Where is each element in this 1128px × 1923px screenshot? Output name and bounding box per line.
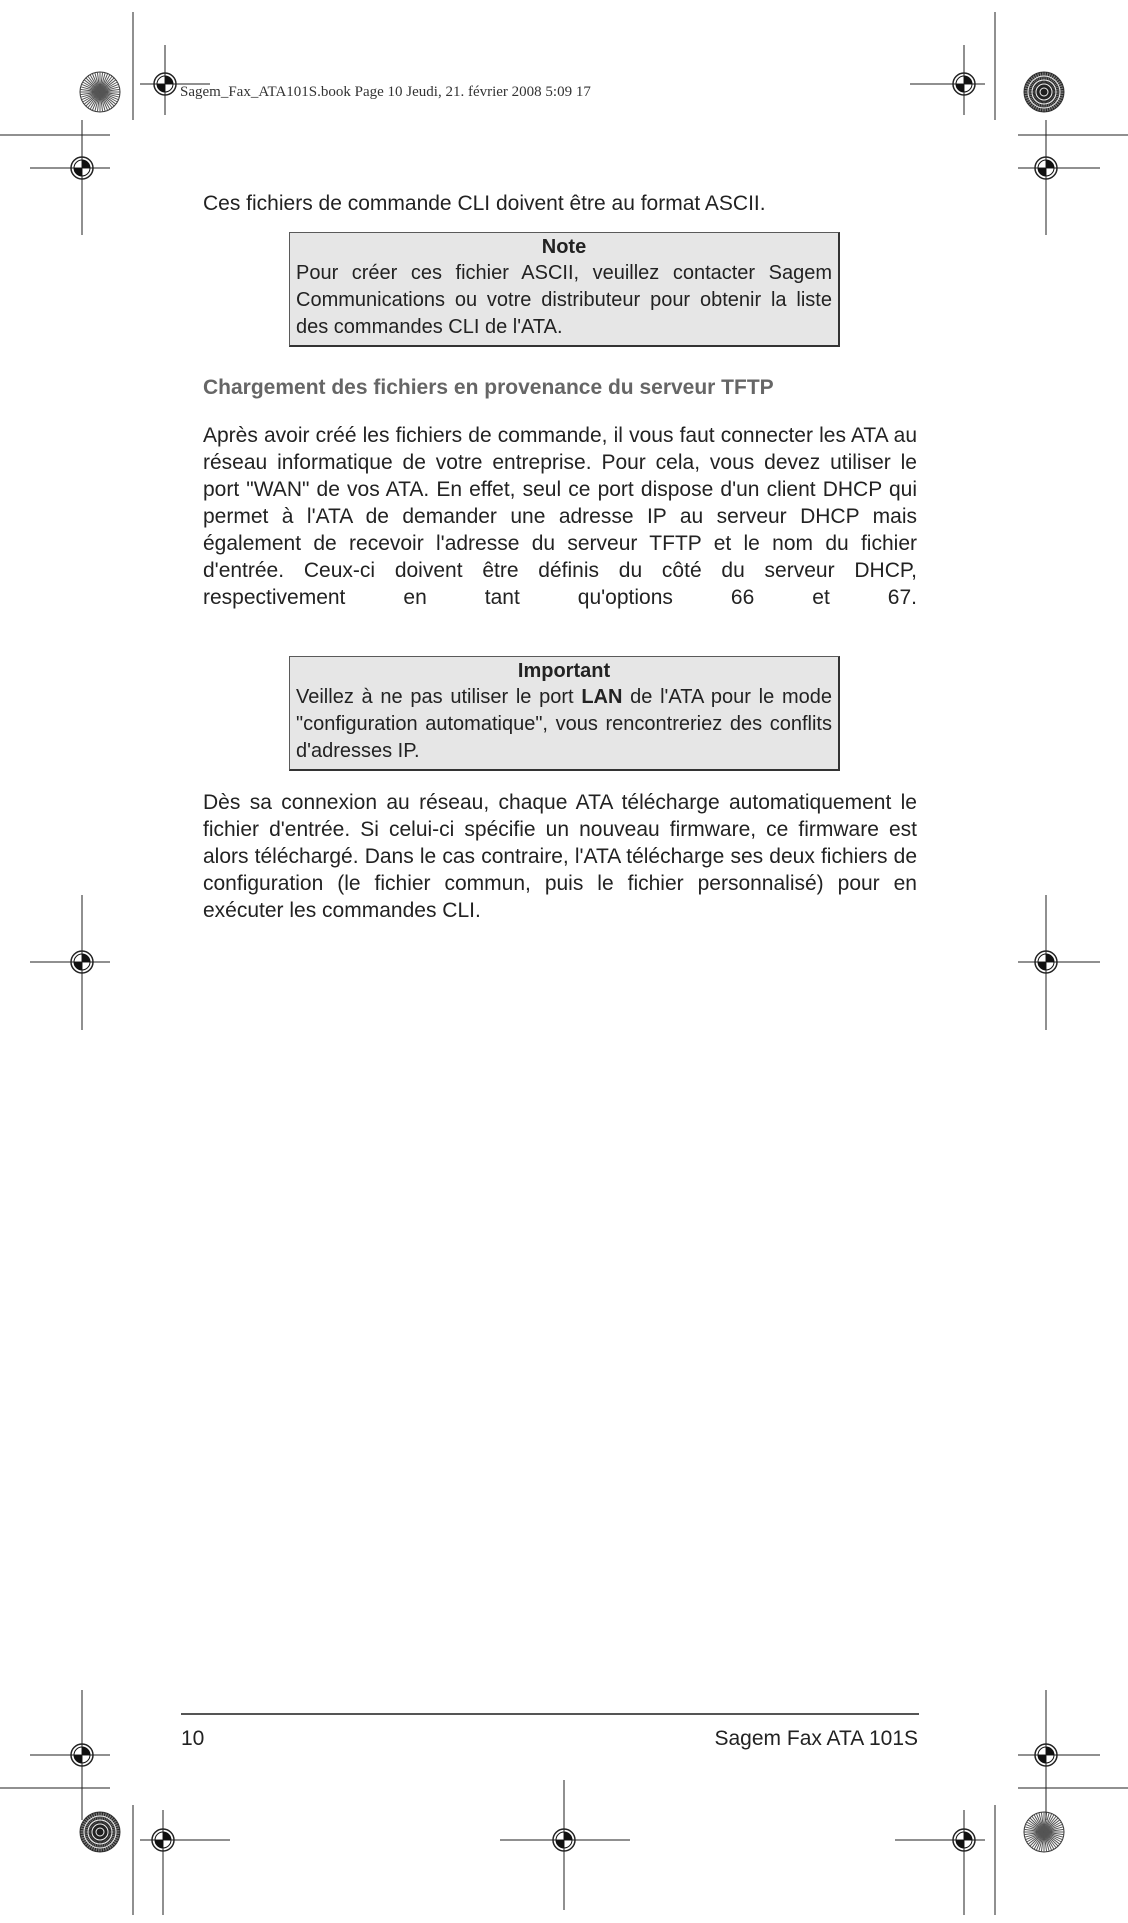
crosshair-mark (500, 1780, 630, 1910)
download-paragraph: Dès sa connexion au réseau, chaque ATA télécharge automatiquement le fichier d'entrée. Si celui-ci spécifie un nouveau firmware, ce firmware est alors téléchargé. Dans le cas contraire, l'ATA télécharge ses deux fichiers de configuration (le fichier commun, puis le fichier personnalisé) pour en exécuter les commandes CLI. (203, 791, 917, 922)
important-body-end: de l'ATA pour le mode "configuration automatique", vous rencontreriez des conflits d'adresses IP. (296, 686, 832, 762)
crosshair-mark (910, 45, 985, 115)
page-footer (181, 1713, 919, 1750)
crosshair-mark (30, 895, 110, 1030)
important-box (289, 656, 840, 771)
important-body-start: Veillez à ne pas utiliser le port (296, 686, 582, 708)
note-title: Note (541, 236, 587, 258)
intro-paragraph: Ces fichiers de commande CLI doivent être au format ASCII. (203, 192, 766, 215)
page-content (203, 190, 917, 924)
crosshair-mark (30, 1690, 110, 1820)
note-box (289, 232, 840, 347)
crosshair-mark (30, 120, 110, 235)
crosshair-mark (1018, 895, 1100, 1030)
important-body (296, 684, 832, 765)
crosshair-mark (895, 1810, 985, 1915)
registration-starburst-icon (80, 72, 120, 112)
note-body: Pour créer ces fichier ASCII, veuillez contacter Sagem Communications ou votre distributeur pour obtenir la liste des commandes CLI de l'ATA. (296, 262, 832, 338)
section-heading: Chargement des fichiers en provenance du serveur TFTP (203, 376, 774, 399)
print-slug: Sagem_Fax_ATA101S.book Page 10 Jeudi, 21. février 2008 5:09 17 (180, 84, 591, 100)
crosshair-mark (1018, 1690, 1100, 1820)
important-title: Important (517, 660, 611, 682)
important-body-bold: LAN (581, 686, 623, 708)
registration-starburst-icon (1024, 72, 1064, 112)
registration-starburst-icon (80, 1812, 120, 1852)
crosshair-mark (1018, 120, 1100, 235)
product-name: Sagem Fax ATA 101S (714, 1727, 918, 1750)
registration-starburst-icon (1024, 1812, 1064, 1852)
tftp-paragraph: Après avoir créé les fichiers de commande, il vous faut connecter les ATA au réseau informatique de votre entreprise. Pour cela, vous devez utiliser le port "WAN" de vos ATA. En effet, seul ce port dispose d'un client DHCP qui permet à l'ATA de demander une adresse IP au serveur DHCP mais également de recevoir l'adresse du serveur TFTP et le nom du fichier d'entrée. Ceux-ci doivent être définis du côté du serveur DHCP, respectivement en tant qu'options 66 et 67. (203, 424, 917, 609)
crosshair-mark (140, 45, 210, 115)
page-number: 10 (181, 1727, 205, 1750)
crosshair-mark (140, 1810, 230, 1915)
